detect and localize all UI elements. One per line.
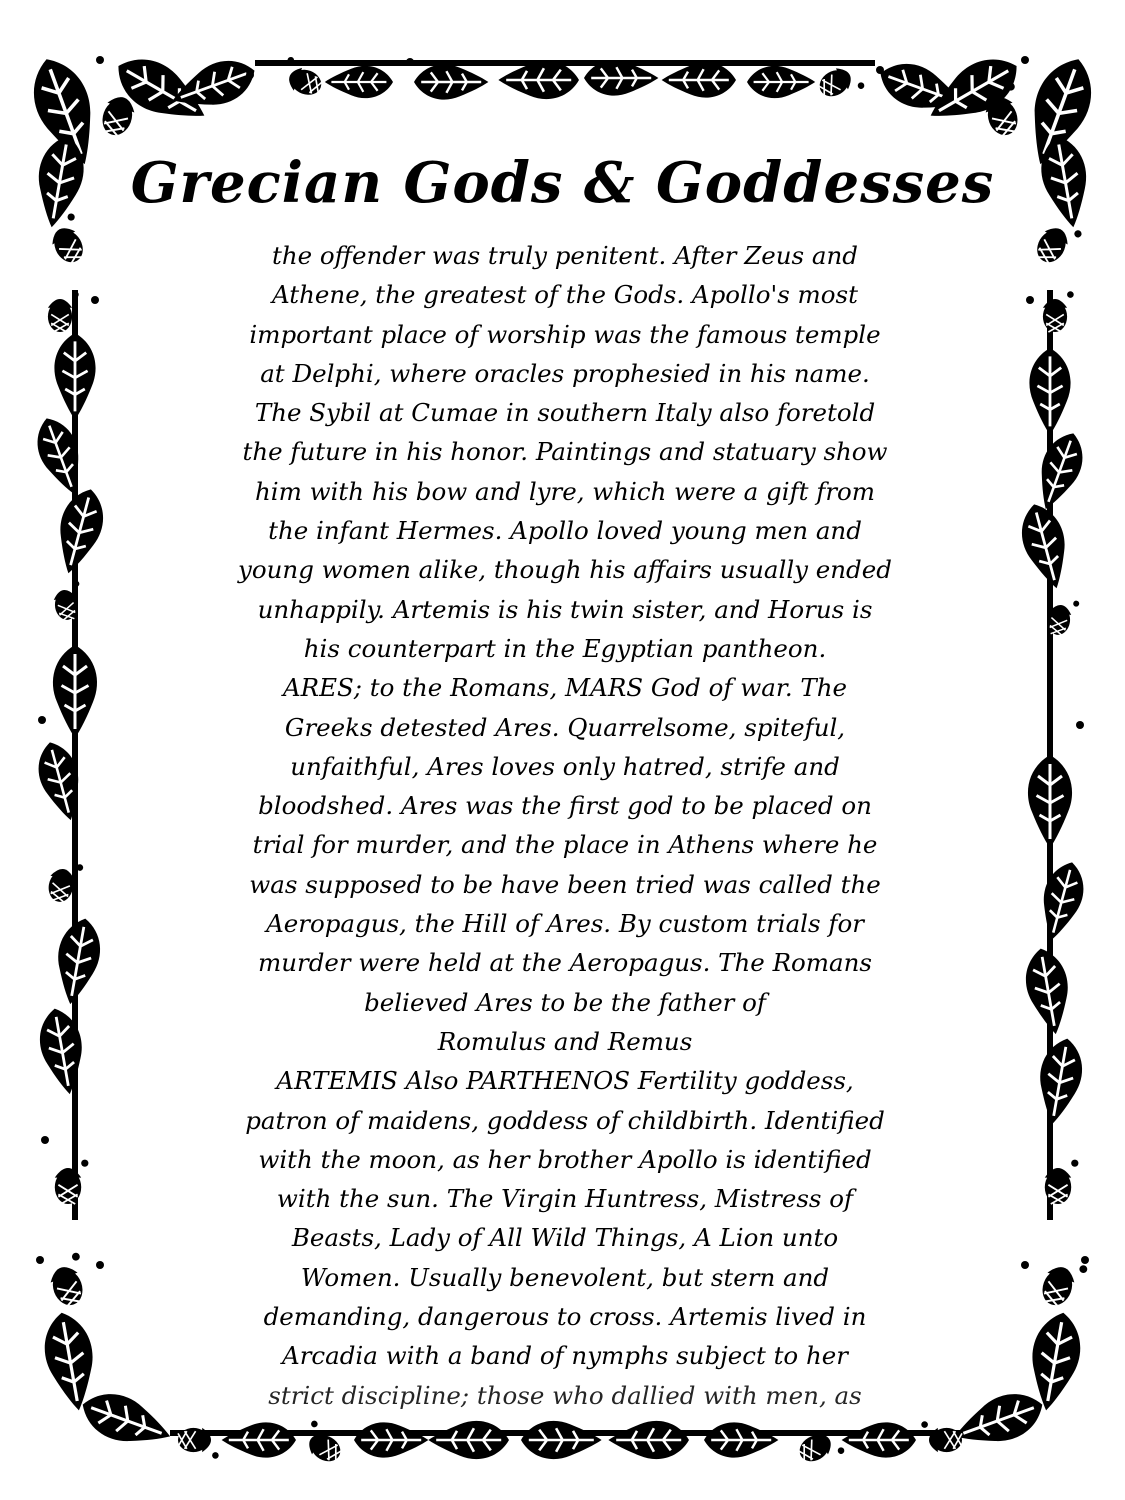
text-line: ARES; to the Romans, MARS God of war. The [282,673,848,703]
text-line: Beasts, Lady of All Wild Things, A Lion unto [291,1223,839,1253]
top-right-corner [1015,50,1103,271]
text-line: Greeks detested Ares. Quarrelsome, spiteful, [284,712,846,742]
text-line: believed Ares to be the father of [364,987,766,1017]
text-line: bloodshed. Ares was the first god to be placed on [258,791,872,821]
text-line: ARTEMIS Also PARTHENOS Fertility goddess, [276,1066,854,1096]
text-line: unhappily. Artemis is his twin sister, and Horus is [257,594,873,624]
text-line: Athene, the greatest of the Gods. Apollo's most [272,280,858,310]
top-left-corner [22,50,110,267]
left-border [29,290,111,1220]
text-line: with the moon, as her brother Apollo is identified [258,1144,872,1174]
text-line: the offender was truly penitent. After Zeus and [272,241,858,270]
text-line: at Delphi, where oracles prophesied in his name. [260,358,870,388]
text-line: him with his bow and lyre, which were a gift from [254,476,876,506]
text-line: important place of worship was the famous temple [249,319,881,349]
text-line: with the sun. The Virgin Huntress, Mistress of [276,1184,854,1214]
text-line: Women. Usually benevolent, but stern and [300,1262,830,1292]
body-text [150,236,980,1421]
text-line: unfaithful, Ares loves only hatred, strife and [290,751,840,781]
bottom-border [170,1419,962,1472]
top-border [98,46,1030,142]
text-line: patron of maidens, goddess of childbirth. Identified [245,1105,885,1135]
text-line: demanding, dangerous to cross. Artemis lived in [263,1302,867,1332]
text-line: Aeropagus, the Hill of Ares. By custom trials for [266,909,864,939]
right-border [1014,290,1091,1220]
text-line: Romulus and Remus [437,1026,693,1056]
page-title: Grecian Gods & Goddesses [130,150,995,216]
text-line: trial for murder, and the place in Athens where he [252,830,878,860]
text-line: Arcadia with a band of nymphs subject to her [282,1341,848,1371]
text-line: young women alike, though his affairs usually ended [238,555,892,585]
text-line: was supposed to be have been tried was called the [249,869,881,899]
text-line: his counterpart in the Egyptian pantheon. [303,633,827,663]
text-line: murder were held at the Aeropagus. The Romans [258,948,872,978]
text-line: the infant Hermes. Apollo loved young men and [268,516,862,546]
text-line: The Sybil at Cumae in southern Italy also foretold [254,398,876,428]
text-line: strict discipline; those who dallied with men, as [268,1380,862,1410]
text-line: the future in his honor. Paintings and statuary show [242,437,888,467]
